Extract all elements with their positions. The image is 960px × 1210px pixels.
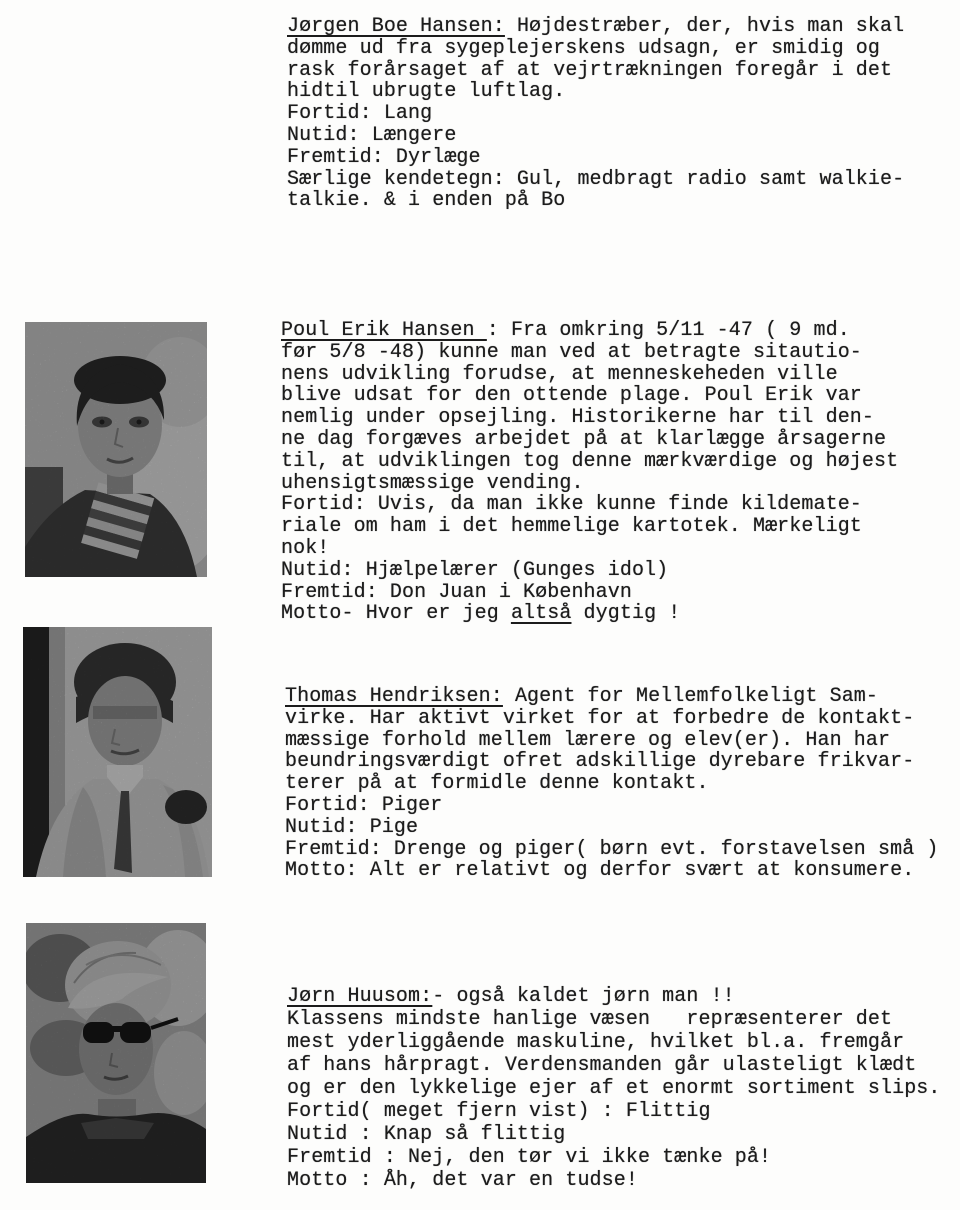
text-line: talkie. & i enden på Bo [287, 189, 566, 213]
text-line: Klassens mindste hanlige væsen repræsenterer det [287, 1008, 893, 1031]
text-line: Fortid: Uvis, da man ikke kunne finde kildemate- [281, 493, 862, 517]
text-line: Fortid: Piger [285, 793, 443, 817]
profile-first-line: Poul Erik Hansen : Fra omkring 5/11 -47 ( 9 md. [281, 319, 850, 342]
text-line: ne dag forgæves arbejdet på at klarlægge årsagerne [281, 427, 887, 451]
text-line: mest yderliggående maskuline, hvilket bl.a. fremgår [287, 1031, 905, 1054]
profile-name: Thomas Hendriksen: [285, 685, 503, 708]
profile-text-poul-erik-hansen [281, 320, 898, 625]
text-line: før 5/8 -48) kunne man ved at betragte sitautio- [281, 340, 862, 364]
text-line: Nutid: Længere [287, 123, 457, 147]
profile-text-thomas-hendriksen [285, 686, 939, 882]
text-line: mæssige forhold mellem lærere og elev(er). Han har [285, 728, 891, 752]
text-line: af hans hårpragt. Verdensmanden går ulasteligt klædt [287, 1054, 917, 1077]
text-line: til, at udviklingen tog denne mærkværdige og højest [281, 449, 899, 473]
text-line: rask forårsaget af at vejrtrækningen foregår i det [287, 58, 893, 82]
text-line: beundringsværdigt ofret adskillige dyrebare frikvar- [285, 750, 915, 774]
underlined-word: altså [510, 602, 572, 626]
text-line: terer på at formidle denne kontakt. [285, 772, 709, 796]
profile-first-line: Thomas Hendriksen: Agent for Mellemfolkeligt Sam- [285, 685, 879, 708]
text-line: nok! [281, 536, 330, 560]
text-line: Fortid: Lang [287, 102, 433, 126]
profile-text-jorn-huusom [287, 985, 941, 1192]
profile-first-line: Jørgen Boe Hansen: Højdestræber, der, hvis man skal [287, 15, 905, 38]
text-line: Nutid: Hjælpelærer (Gunges idol) [281, 558, 669, 582]
profile-name: Poul Erik Hansen [281, 319, 487, 342]
profile-name: Jørgen Boe Hansen: [287, 15, 505, 38]
text-line: Fremtid: Don Juan i København [281, 580, 632, 604]
text-line: hidtil ubrugte luftlag. [287, 80, 566, 104]
portrait-photo-poul-erik-hansen [25, 322, 207, 577]
text-segment: dygtig ! [571, 602, 681, 626]
text-line: Særlige kendetegn: Gul, medbragt radio samt walkie- [287, 167, 905, 191]
text-line: Fremtid: Dyrlæge [287, 145, 481, 169]
text-line [281, 603, 898, 625]
text-line: nemlig under opsejling. Historikerne har til den- [281, 406, 874, 430]
text-line: blive udsat for den ottende plage. Poul Erik var [281, 384, 862, 408]
text-line: virke. Har aktivt virket for at forbedre de kontakt- [285, 706, 915, 730]
text-line: Fremtid : Nej, den tør vi ikke tænke på! [287, 1146, 772, 1169]
text-line: dømme ud fra sygeplejerskens udsagn, er smidig og [287, 36, 880, 60]
text-line: Nutid : Knap så flittig [287, 1123, 566, 1146]
text-line: Motto: Alt er relativt og derfor svært at konsumere. [285, 859, 915, 883]
text-segment: Motto- Hvor er jeg [281, 602, 511, 626]
text-line: Motto : Åh, det var en tudse! [287, 1169, 638, 1192]
profile-text-jorgen-boe-hansen [287, 16, 904, 212]
portrait-photo-thomas-hendriksen [23, 627, 212, 877]
text-line: Fremtid: Drenge og piger( børn evt. forstavelsen små ) [285, 837, 939, 861]
text-line: Nutid: Pige [285, 815, 419, 839]
text-line: nens udvikling forudse, at menneskeheden ville [281, 362, 838, 386]
text-line: Fortid( meget fjern vist) : Flittig [287, 1100, 711, 1123]
portrait-photo-jorn-huusom [26, 923, 206, 1183]
text-line: og er den lykkelige ejer af et enormt sortiment slips. [287, 1077, 941, 1100]
text-line: riale om ham i det hemmelige kartotek. Mærkeligt [281, 515, 862, 539]
text-line: uhensigtsmæssige vending. [281, 471, 584, 495]
profile-first-line: Jørn Huusom:- også kaldet jørn man !! [287, 985, 735, 1008]
profile-name: Jørn Huusom: [287, 985, 433, 1008]
